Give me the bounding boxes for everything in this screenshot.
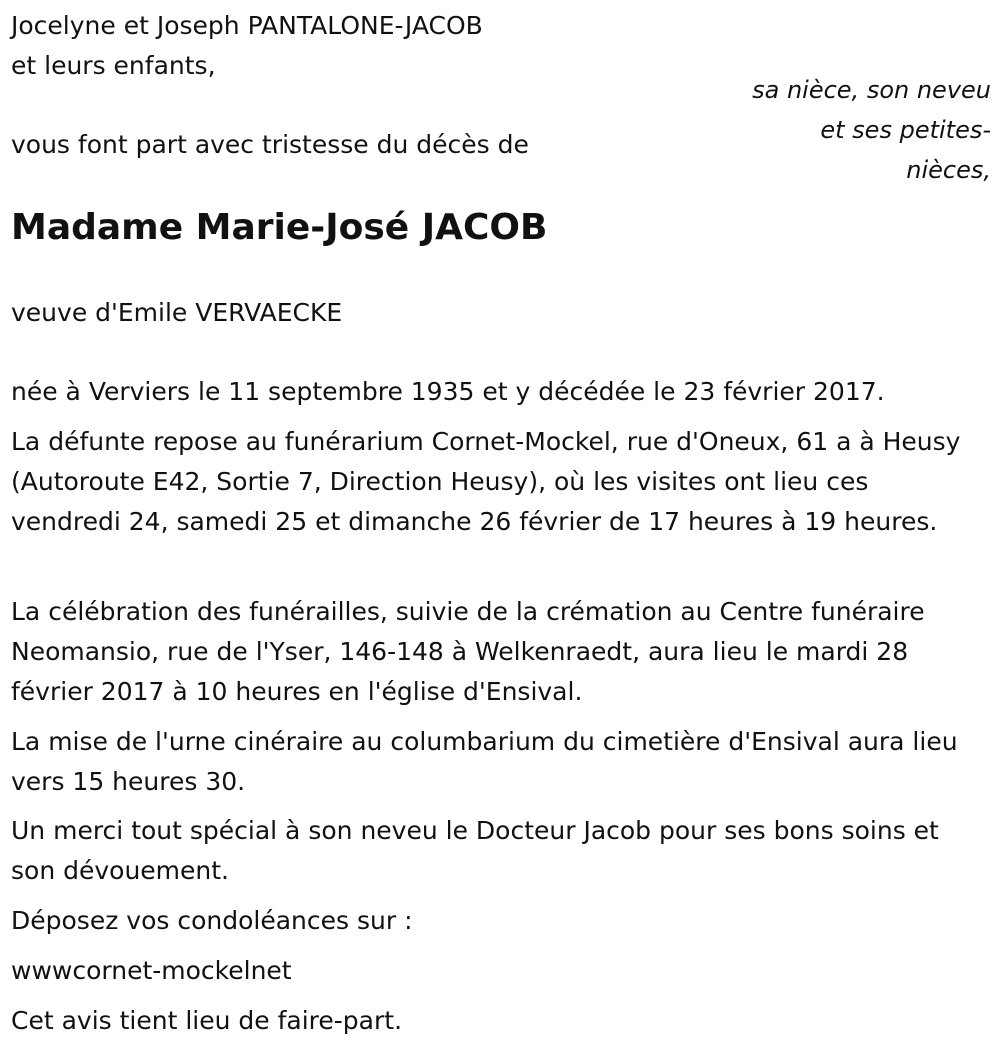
family-names: Jocelyne et Joseph PANTALONE-JACOB (11, 11, 483, 40)
deceased-name: Madame Marie-José JACOB (11, 207, 548, 248)
birth-death-paragraph: née à Verviers le 11 septembre 1935 et y décédée le 23 février 2017. (11, 377, 885, 406)
thanks-paragraph: Un merci tout spécial à son neveu le Docteur Jacob pour ses bons soins et son dévouement. (11, 816, 939, 885)
viewing-paragraph: La défunte repose au funérarium Cornet-Mockel, rue d'Oneux, 61 a à Heusy (Autoroute E42, Sortie 7, Direction Heusy), où les visites ont lieu ces vendredi 24, samedi 25 et dimanche 26 février de 17 heures à 19 heures. (11, 427, 961, 536)
closing-text: Cet avis tient lieu de faire-part. (11, 1006, 403, 1035)
announcement-text: vous font part avec tristesse du décès de (11, 130, 529, 159)
condolences-label: Déposez vos condoléances sur : (11, 906, 413, 935)
relation-line-1: sa nièce, son neveu (752, 76, 991, 104)
relation-line-2: et ses petites- (820, 116, 991, 144)
family-children: et leurs enfants, (11, 51, 216, 80)
relation-line-3: nièces, (906, 156, 991, 184)
spouse-text: veuve d'Emile VERVAECKE (11, 298, 343, 327)
funeral-paragraph: La célébration des funérailles, suivie de la crémation au Centre funéraire Neomansio, rue de l'Yser, 146-148 à Welkenraedt, aura lieu le mardi 28 février 2017 à 10 heures en l'église d'Ensival. (11, 597, 925, 706)
relation-block (752, 70, 991, 190)
urn-paragraph: La mise de l'urne cinéraire au columbarium du cimetière d'Ensival aura lieu vers 15 heures 30. (11, 727, 958, 796)
condolences-website: wwwcornet-mockelnet (11, 956, 292, 985)
